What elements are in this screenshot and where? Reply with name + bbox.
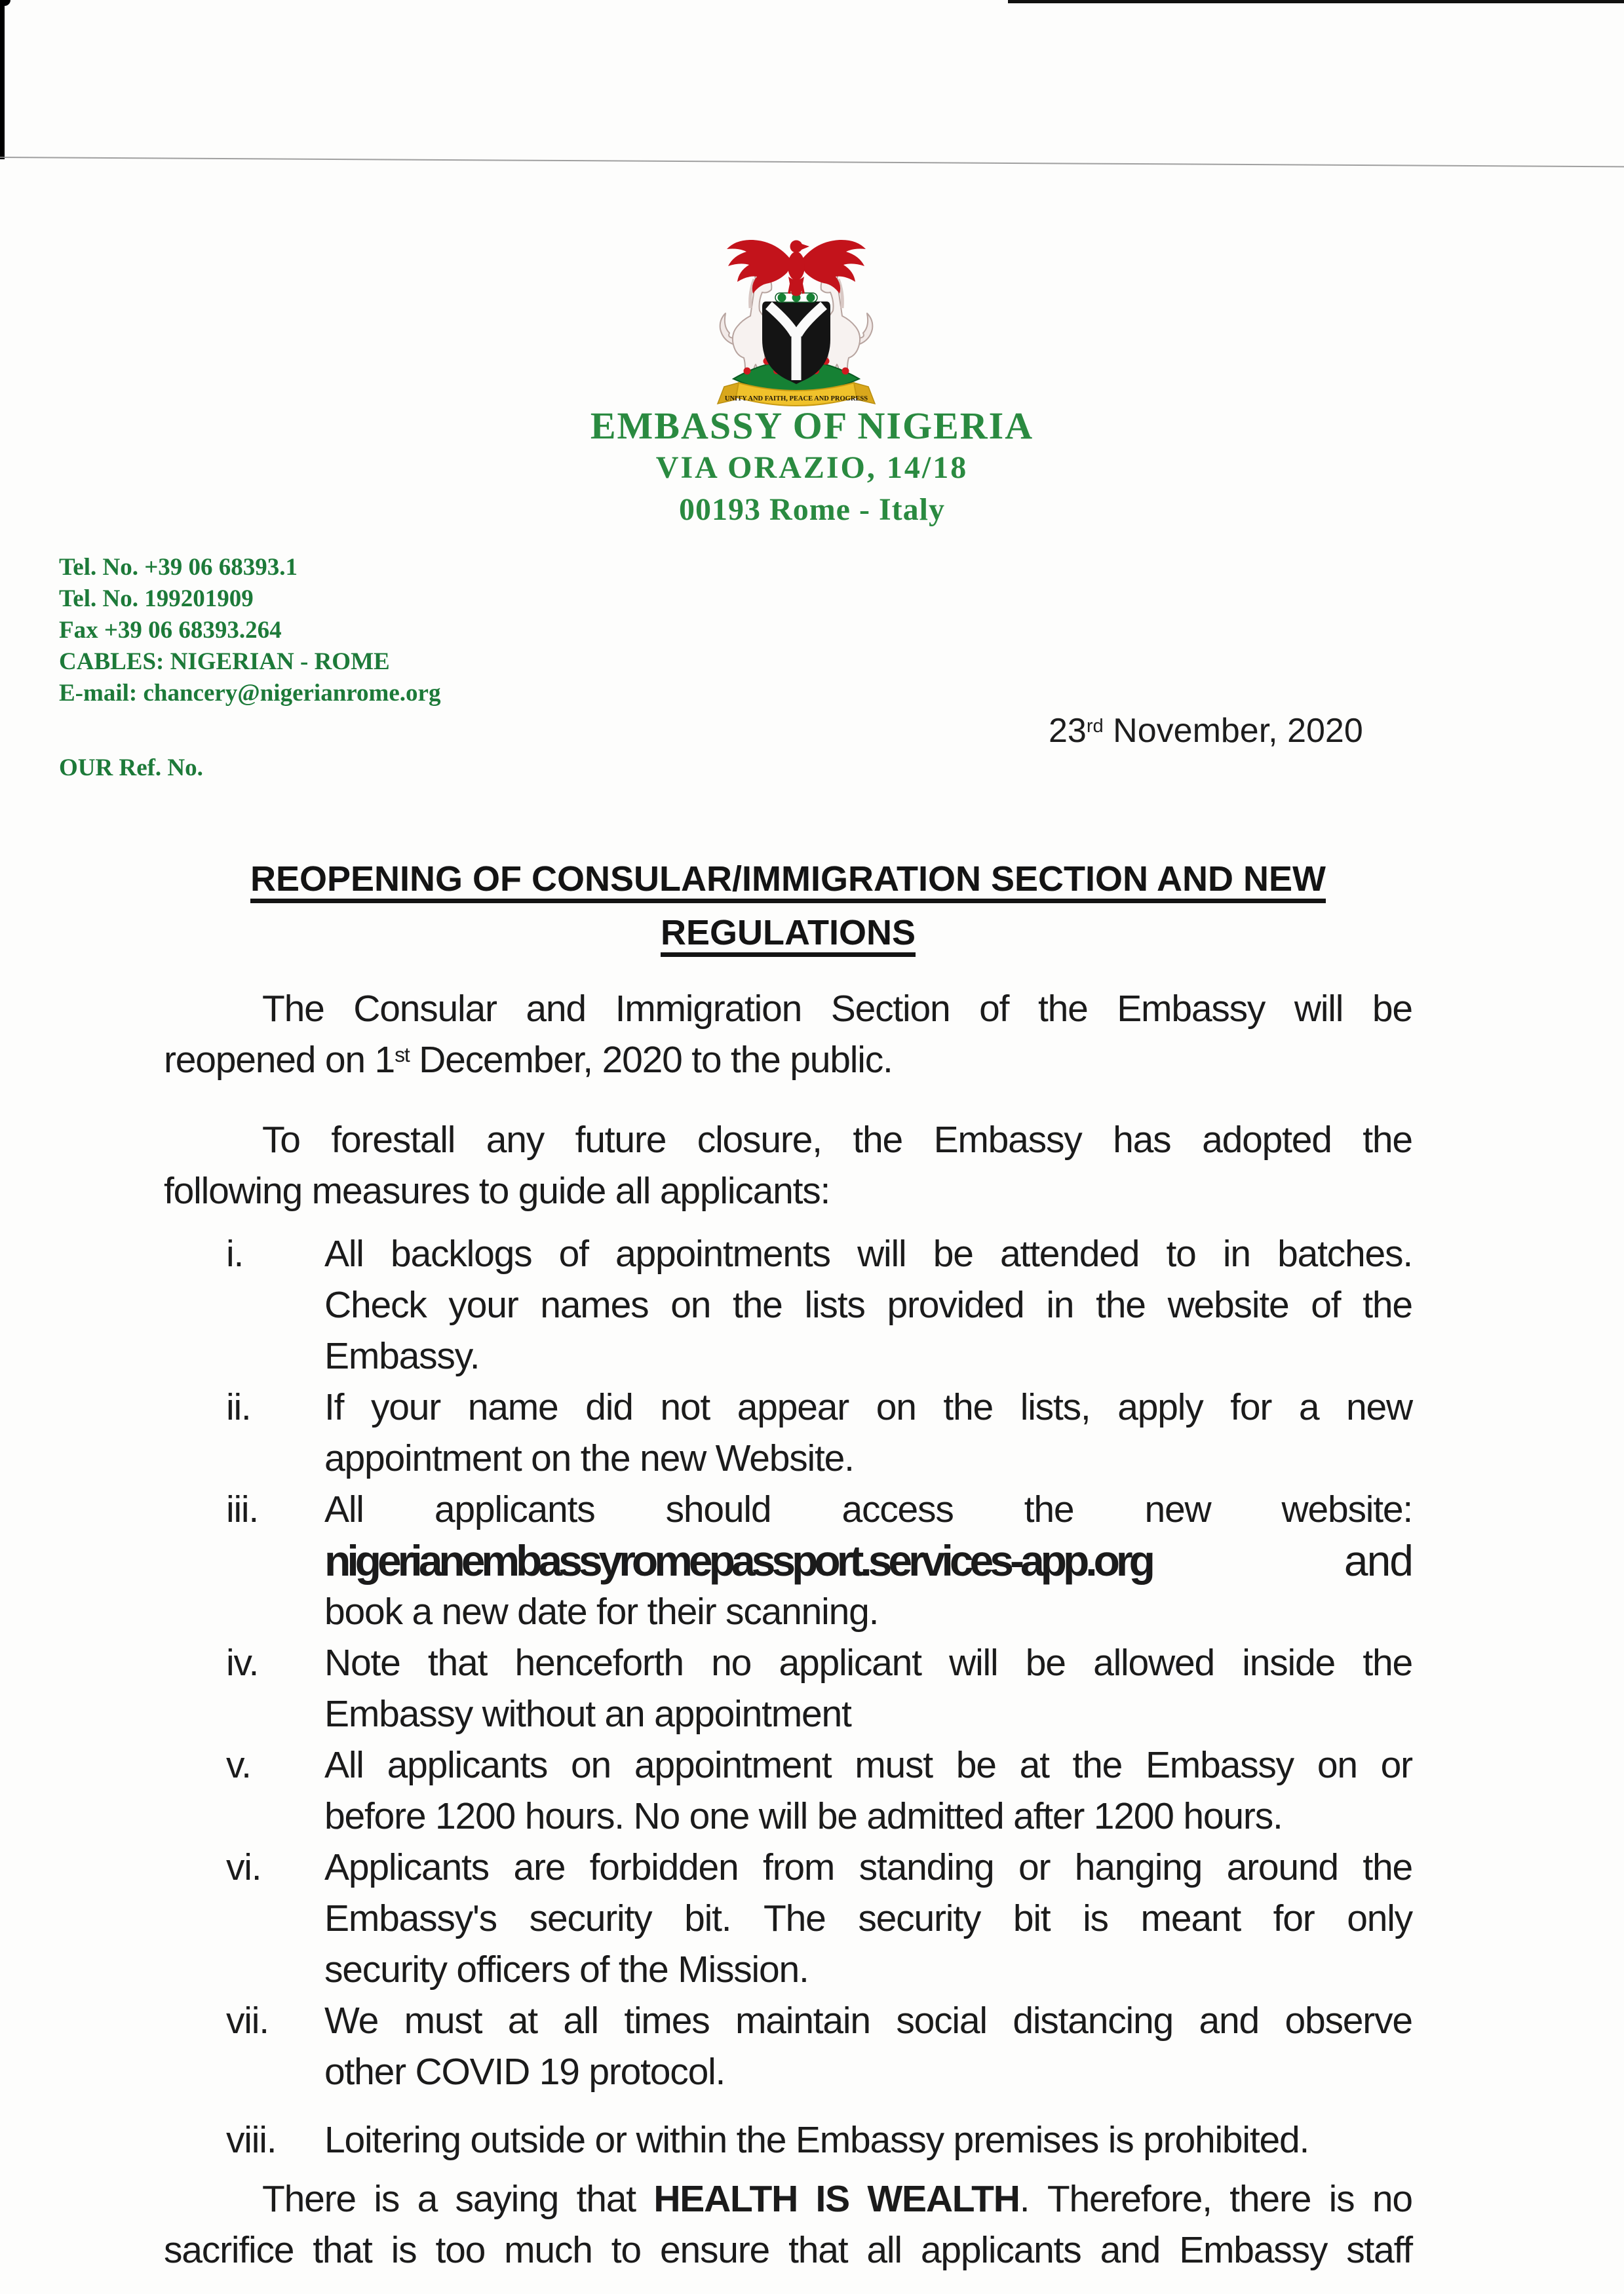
text-line: The Consular and Immigration Section of the Embassy will be xyxy=(262,988,1412,1030)
text-line: appointment on the new Website. xyxy=(324,1437,854,1479)
crest-motto: UNITY AND FAITH, PEACE AND PROGRESS xyxy=(724,395,868,402)
list-item xyxy=(164,2114,1412,2166)
scan-edge-left xyxy=(0,0,5,159)
text-line: Embassy. xyxy=(324,1335,480,1377)
list-item-numeral: viii. xyxy=(226,2119,277,2161)
list-item xyxy=(164,1842,1412,1995)
list-item-numeral: vi. xyxy=(226,1846,261,1888)
list-item-numeral: ii. xyxy=(226,1386,251,1428)
text-line: Embassy's security bit. The security bit is meant for only xyxy=(324,1897,1412,1939)
measures-list xyxy=(164,1228,1412,2166)
text-line: Note that henceforth no applicant will be allowed inside the xyxy=(324,1642,1412,1684)
nigeria-coat-of-arms xyxy=(698,229,895,410)
list-item xyxy=(164,1382,1412,1484)
text-line: All backlogs of appointments will be attended to in batches. xyxy=(324,1233,1412,1275)
list-item xyxy=(164,1995,1412,2097)
text-line: sacrifice that is too much to ensure that all applicants and Embassy staff xyxy=(164,2229,1412,2271)
text-line: Applicants are forbidden from standing or hanging around the xyxy=(324,1846,1412,1888)
text-line: reopened on 1st December, 2020 to the public. xyxy=(164,1039,893,1081)
paragraph xyxy=(164,983,1412,1085)
list-item-numeral: iv. xyxy=(226,1642,259,1684)
embassy-street: VIA ORAZIO, 14/18 xyxy=(655,450,969,485)
text-line: Embassy without an appointment xyxy=(324,1693,851,1735)
crest-eagle xyxy=(727,240,866,296)
scan-page-line xyxy=(0,157,1624,167)
text-line: book a new date for their scanning. xyxy=(324,1591,879,1633)
list-item-numeral: i. xyxy=(226,1233,244,1275)
text-line: To forestall any future closure, the Embassy has adopted the xyxy=(262,1119,1412,1161)
list-item-numeral: vii. xyxy=(226,2000,269,2042)
text-line: Loitering outside or within the Embassy premises is prohibited. xyxy=(324,2119,1309,2161)
list-item xyxy=(164,1740,1412,1842)
text-line: Check your names on the lists provided in the website of the xyxy=(324,1284,1412,1326)
list-item-numeral: iii. xyxy=(226,1488,259,1530)
text-line: All applicants should access the new website: xyxy=(324,1488,1412,1530)
scan-edge-top xyxy=(1008,0,1624,3)
text-line: following measures to guide all applicants: xyxy=(164,1170,830,1212)
text-line: There is a saying that HEALTH IS WEALTH. Therefore, there is no xyxy=(262,2178,1412,2220)
letter-date: 23rd November, 2020 xyxy=(1049,712,1363,750)
scan-edge-corner xyxy=(0,0,10,6)
closing-paragraph xyxy=(164,2173,1412,2276)
list-item xyxy=(164,1637,1412,1740)
title-line: REOPENING OF CONSULAR/IMMIGRATION SECTION AND NEW xyxy=(250,859,1326,899)
text-line: All applicants on appointment must be at the Embassy on or xyxy=(324,1744,1412,1786)
contact-line: E-mail: chancery@nigerianrome.org xyxy=(59,680,441,707)
list-item xyxy=(164,1484,1412,1637)
text-line: We must at all times maintain social distancing and observe xyxy=(324,2000,1412,2042)
list-item xyxy=(164,1228,1412,1382)
reference-label: OUR Ref. No. xyxy=(59,754,203,781)
letter-body xyxy=(164,983,1412,2276)
contact-line: Tel. No. 199201909 xyxy=(59,585,254,612)
embassy-name: EMBASSY OF NIGERIA xyxy=(590,404,1034,447)
paragraph xyxy=(164,1114,1412,1216)
text-line: other COVID 19 protocol. xyxy=(324,2051,725,2093)
contact-line: Tel. No. +39 06 68393.1 xyxy=(59,554,298,581)
embassy-city: 00193 Rome - Italy xyxy=(679,492,945,527)
list-item-numeral: v. xyxy=(226,1744,251,1786)
contact-line: CABLES: NIGERIAN - ROME xyxy=(59,648,390,675)
text-line: nigerianembassyromepassport.services-app.org and xyxy=(324,1536,1412,1585)
contact-block xyxy=(59,552,440,709)
title-line: REGULATIONS xyxy=(661,913,916,952)
contact-line: Fax +39 06 68393.264 xyxy=(59,617,282,644)
text-line: before 1200 hours. No one will be admitted after 1200 hours. xyxy=(324,1795,1283,1837)
letter-title xyxy=(164,852,1412,960)
text-line: security officers of the Mission. xyxy=(324,1949,809,1991)
text-line: If your name did not appear on the lists, apply for a new xyxy=(324,1386,1412,1428)
